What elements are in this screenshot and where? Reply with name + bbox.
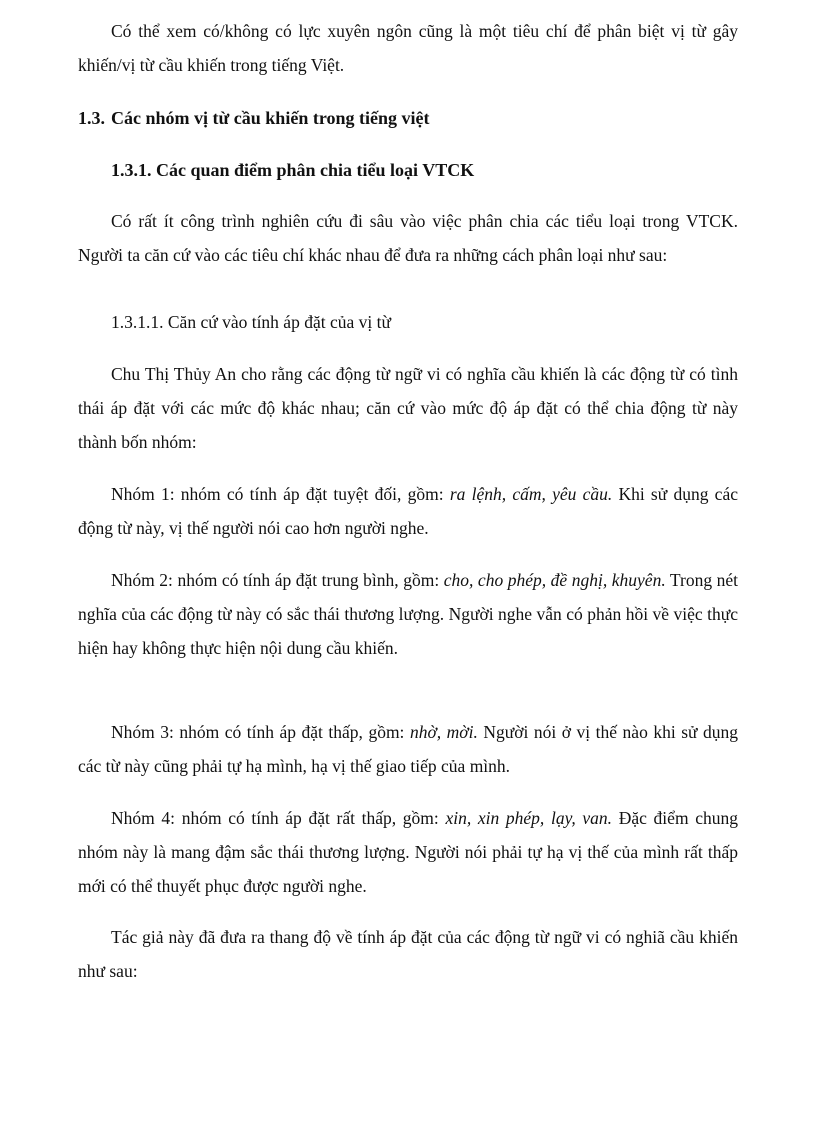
section-title: Các nhóm vị từ cầu khiến trong tiếng việt xyxy=(111,108,430,128)
group-3-examples: nhờ, mời. xyxy=(409,722,478,742)
group-1-rest: Khi sử dụng các động từ này, vị thế người nói cao hơn người nghe. xyxy=(78,484,738,538)
group-1-lead: Nhóm 1: nhóm có tính áp đặt tuyệt đối, gồm: xyxy=(111,484,450,504)
subsubsection-heading: 1.3.1.1. Căn cứ vào tính áp đặt của vị từ xyxy=(111,312,391,332)
paragraph-group-1 xyxy=(78,477,738,545)
paragraph-group-4 xyxy=(78,801,738,903)
paragraph-overview: Có rất ít công trình nghiên cứu đi sâu vào việc phân chia các tiểu loại trong VTCK. Người ta căn cứ vào các tiêu chí khác nhau để đưa ra những cách phân loại như sau: xyxy=(78,211,738,265)
group-4-lead: Nhóm 4: nhóm có tính áp đặt rất thấp, gồm: xyxy=(111,808,446,828)
group-3-lead: Nhóm 3: nhóm có tính áp đặt thấp, gồm: xyxy=(111,722,410,742)
group-4-rest: Đặc điểm chung nhóm này là mang đậm sắc thái thương lượng. Người nói phải tự hạ vị thế của mình rất thấp mới có thể thuyết phục được người nghe. xyxy=(78,808,738,896)
paragraph-chu-thi-thuy-an: Chu Thị Thủy An cho rằng các động từ ngữ vi có nghĩa cầu khiến là các động từ có tình thái áp đặt với các mức độ khác nhau; căn cứ vào mức độ áp đặt có thể chia động từ này thành bốn nhóm: xyxy=(78,364,738,452)
paragraph-group-3 xyxy=(78,715,738,783)
group-2-lead: Nhóm 2: nhóm có tính áp đặt trung bình, gồm: xyxy=(111,570,444,590)
paragraph-scale-intro: Tác giả này đã đưa ra thang độ về tính áp đặt của các động từ ngữ vi có nghiã cầu khiến như sau: xyxy=(78,927,738,981)
group-2-examples: cho, cho phép, đề nghị, khuyên. xyxy=(443,570,666,590)
paragraph-intro: Có thể xem có/không có lực xuyên ngôn cũng là một tiêu chí để phân biệt vị từ gây khiến/vị từ cầu khiến trong tiếng Việt. xyxy=(78,21,738,75)
paragraph-group-2 xyxy=(78,563,738,665)
group-2-rest: Trong nét nghĩa của các động từ này có sắc thái thương lượng. Người nghe vẫn có phản hồi về việc thực hiện hay không thực hiện nội dung cầu khiến. xyxy=(78,570,739,658)
group-4-examples: xin, xin phép, lạy, van. xyxy=(445,808,613,828)
section-number: 1.3. xyxy=(78,108,105,128)
subsection-heading: 1.3.1. Các quan điểm phân chia tiểu loại VTCK xyxy=(111,160,475,180)
section-heading xyxy=(78,101,429,135)
group-3-rest: Người nói ở vị thế nào khi sử dụng các từ này cũng phải tự hạ mình, hạ vị thế giao tiếp của mình. xyxy=(78,722,739,776)
group-1-examples: ra lệnh, cấm, yêu cầu. xyxy=(449,484,613,504)
